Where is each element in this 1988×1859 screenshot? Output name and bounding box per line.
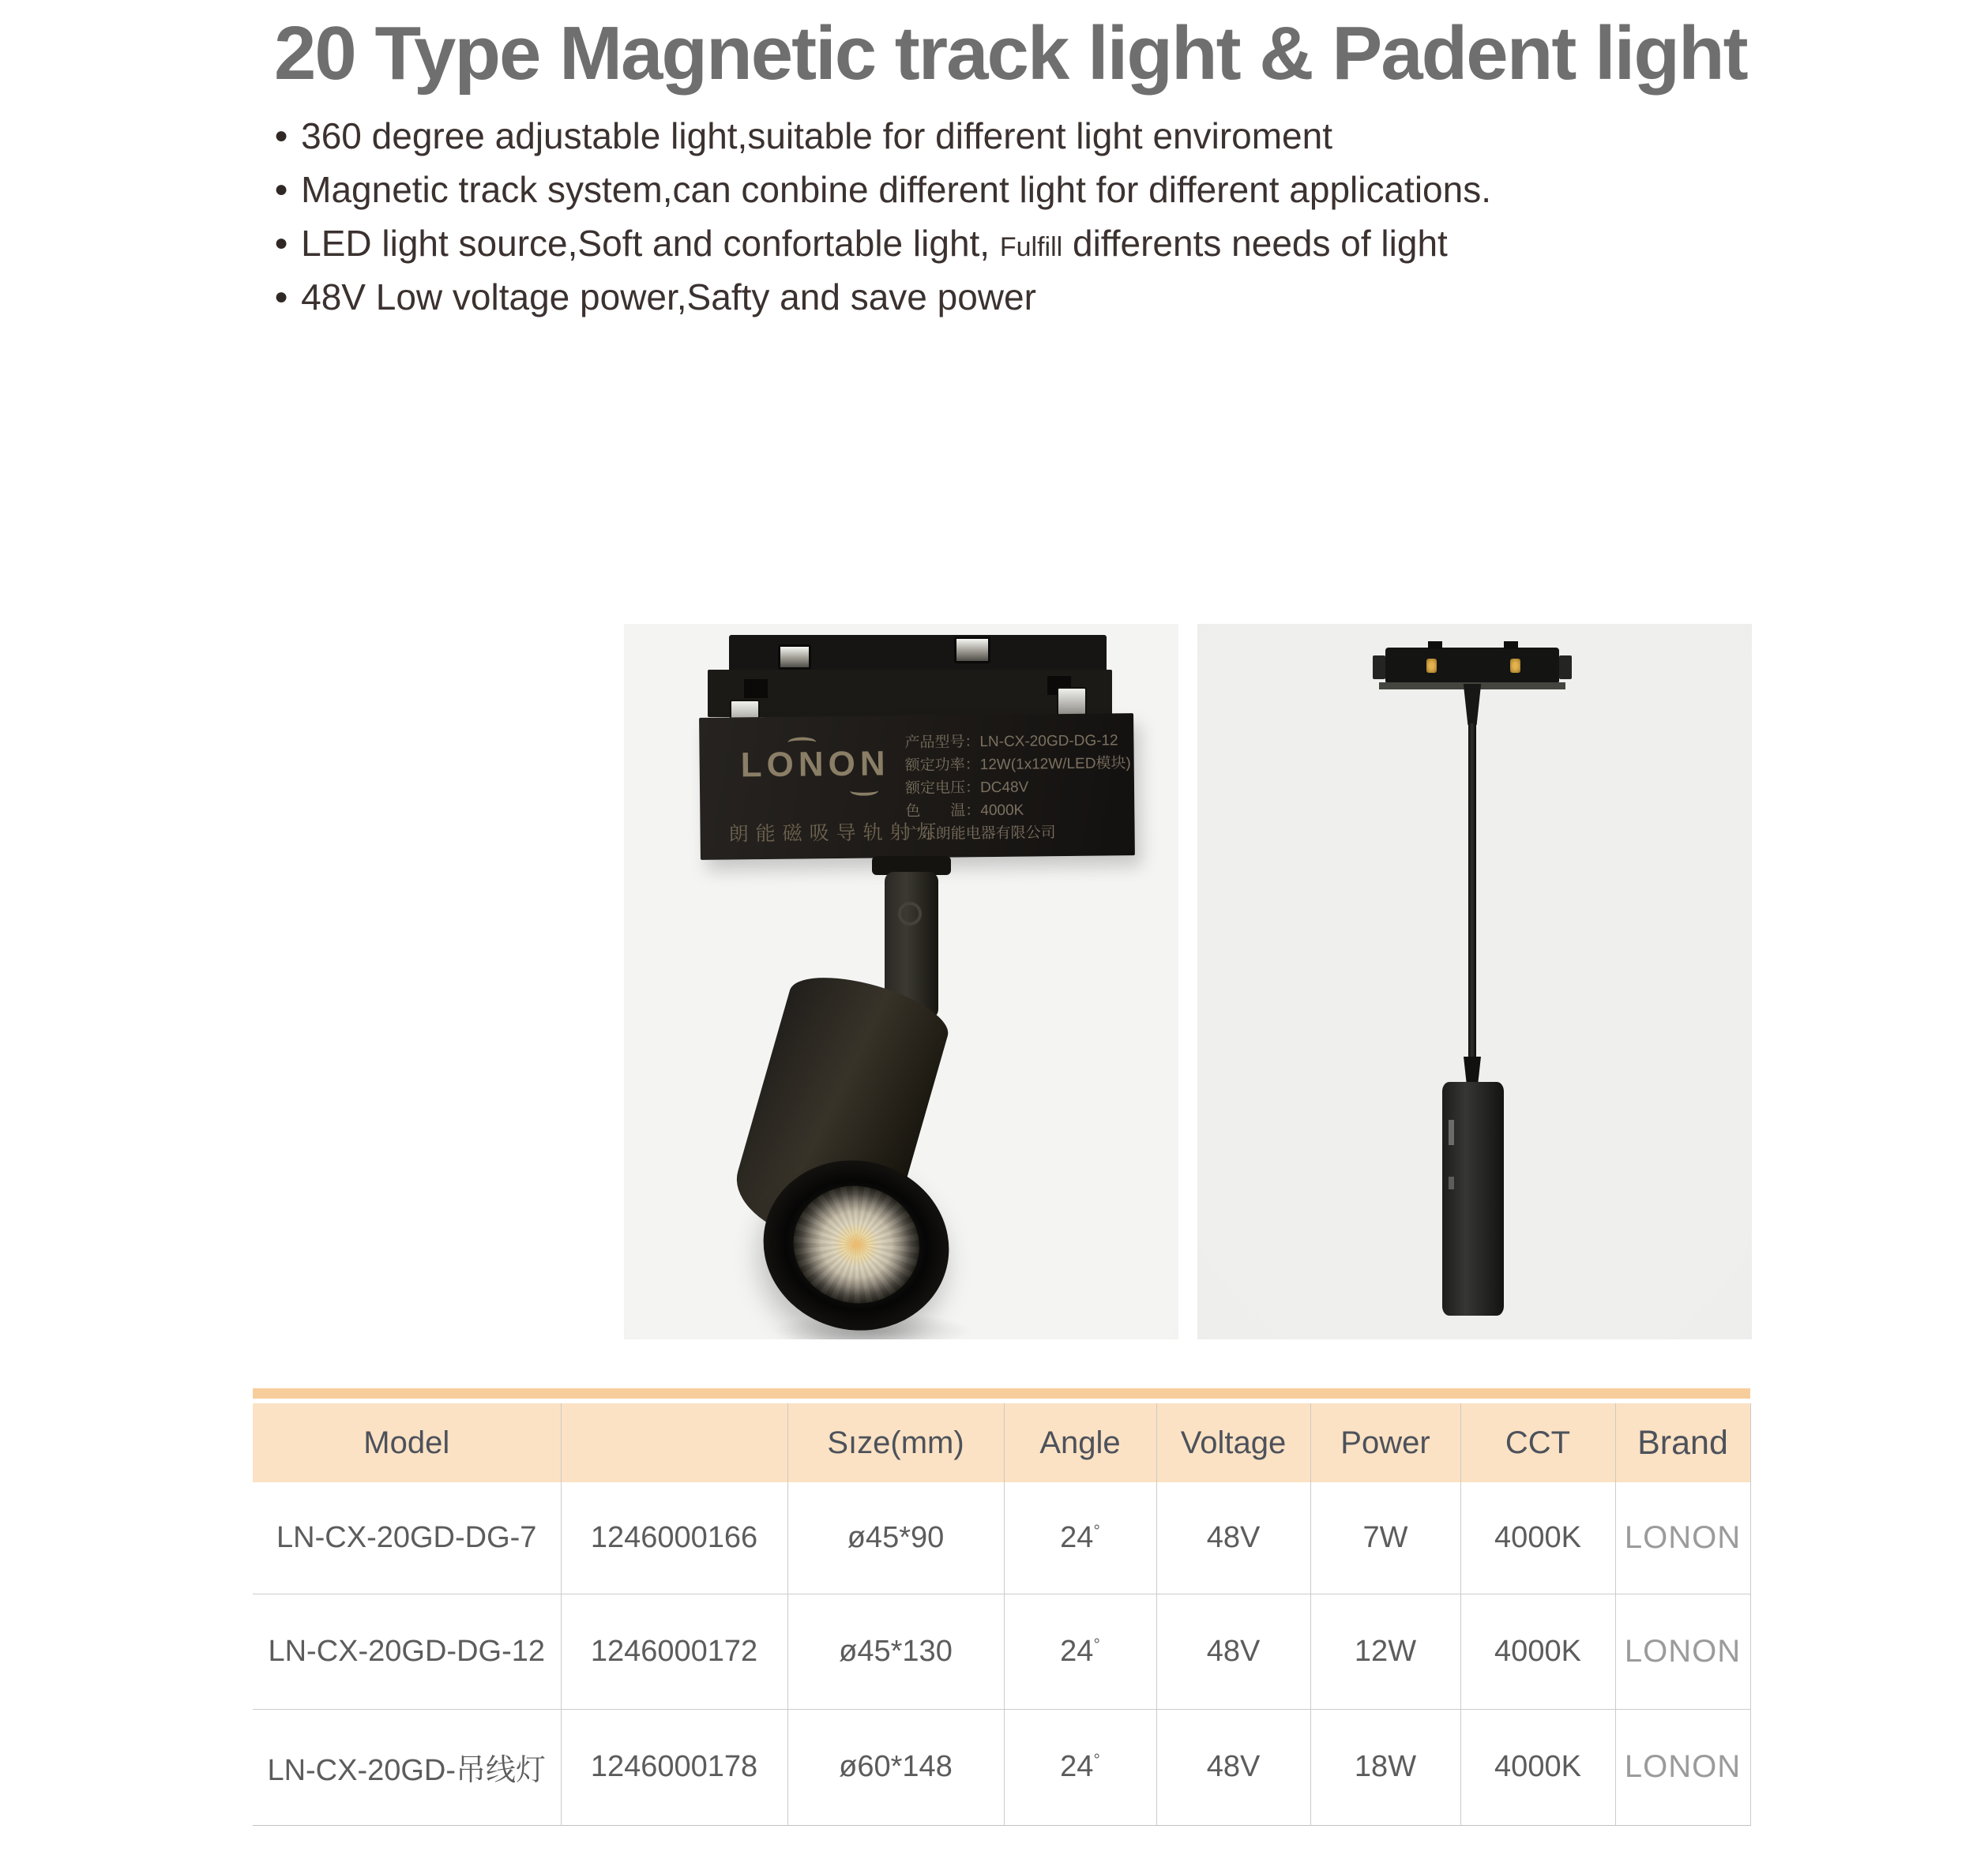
feature-item <box>274 270 1491 324</box>
feature-text: LED light source,Soft and confortable light, <box>301 223 1000 264</box>
feature-item <box>274 163 1491 216</box>
table-row <box>253 1482 1750 1594</box>
bullet-icon: ● <box>274 229 289 256</box>
bullet-icon: ● <box>274 283 289 310</box>
pendant-track-adapter <box>1385 648 1559 684</box>
feature-text: differents needs of light <box>1062 223 1448 264</box>
degree-symbol: ° <box>1093 1751 1100 1770</box>
feature-text-small: Fulfill <box>999 232 1063 262</box>
logo-subtitle: 朗能磁吸导轨射灯 <box>728 821 944 846</box>
label-spec-line: 额定电压：DC48V <box>904 779 1029 798</box>
cord-grip-cone <box>1461 684 1483 725</box>
stem-screw-detail <box>898 902 922 926</box>
cell-angle <box>1004 1482 1156 1594</box>
cell-code: 1246000172 <box>561 1594 787 1709</box>
adapter-end-cap <box>1373 655 1385 679</box>
col-header-code <box>561 1403 787 1482</box>
track-contact-slot <box>778 644 811 670</box>
gold-contact <box>1426 659 1437 673</box>
col-header-brand: Brand <box>1615 1403 1750 1482</box>
cell-model: LN-CX-20GD-DG-12 <box>253 1594 561 1709</box>
feature-text: 360 degree adjustable light,suitable for different light enviroment <box>301 115 1333 156</box>
col-header-cct: CCT <box>1460 1403 1615 1482</box>
feature-item <box>274 216 1491 270</box>
cell-cct: 4000K <box>1460 1482 1615 1594</box>
spotlight-reflector <box>781 1173 932 1316</box>
table-row <box>253 1709 1750 1825</box>
cell-cct: 4000K <box>1460 1709 1615 1825</box>
drop-shadow <box>772 1313 971 1339</box>
track-light-photo <box>624 624 1178 1339</box>
degree-symbol: ° <box>1093 1635 1100 1654</box>
header-row <box>253 1403 1750 1482</box>
spring-clip <box>1057 687 1087 717</box>
label-spec-line: 色 温：4000K <box>905 802 1024 821</box>
page-title: 20 Type Magnetic track light & Padent light <box>274 11 1747 96</box>
col-header-power: Power <box>1310 1403 1460 1482</box>
cylinder-label-mark <box>1449 1120 1454 1145</box>
cell-voltage: 48V <box>1156 1709 1310 1825</box>
cell-voltage: 48V <box>1156 1482 1310 1594</box>
cell-brand: LONON <box>1615 1594 1750 1709</box>
bullet-icon: ● <box>274 122 289 148</box>
logo-arc-icon <box>850 786 878 796</box>
cell-model: LN-CX-20GD-吊线灯 <box>253 1709 561 1825</box>
cell-size: ø60*148 <box>787 1709 1004 1825</box>
cylinder-label-mark <box>1449 1177 1454 1189</box>
product-label-plate <box>699 713 1135 860</box>
label-spec-line: 产品型号：LN-CX-20GD-DG-12 <box>904 732 1118 752</box>
pendant-rod <box>1468 723 1476 1058</box>
cell-angle <box>1004 1709 1156 1825</box>
lonon-logo: LONON <box>740 744 890 785</box>
cell-code: 1246000166 <box>561 1482 787 1594</box>
angle-value: 24 <box>1060 1520 1094 1554</box>
rod-connector <box>1464 1057 1481 1085</box>
angle-value: 24 <box>1060 1750 1094 1783</box>
adapter-notch <box>744 679 768 698</box>
cell-power: 7W <box>1310 1482 1460 1594</box>
logo-arc-icon <box>787 737 816 747</box>
feature-text: 48V Low voltage power,Safty and save power <box>301 276 1036 317</box>
adapter-end-cap <box>1559 655 1572 679</box>
adapter-tab <box>1504 641 1518 649</box>
pendant-cylinder <box>1442 1082 1504 1316</box>
cell-size: ø45*90 <box>787 1482 1004 1594</box>
cell-power: 18W <box>1310 1709 1460 1825</box>
adapter-tab <box>1428 641 1442 649</box>
cell-cct: 4000K <box>1460 1594 1615 1709</box>
col-header-size: Sıze(mm) <box>787 1403 1004 1482</box>
label-spec-lines <box>904 729 1132 846</box>
cell-voltage: 48V <box>1156 1594 1310 1709</box>
gold-contact <box>1510 659 1520 673</box>
label-spec-line: 广东朗能电器有限公司 <box>905 824 1056 843</box>
feature-item <box>274 109 1491 163</box>
track-contact-slot <box>954 637 990 663</box>
table-row <box>253 1594 1750 1709</box>
col-header-voltage: Voltage <box>1156 1403 1310 1482</box>
cell-size: ø45*130 <box>787 1594 1004 1709</box>
col-header-angle: Angle <box>1004 1403 1156 1482</box>
cell-brand: LONON <box>1615 1709 1750 1825</box>
degree-symbol: ° <box>1093 1522 1100 1541</box>
bullet-icon: ● <box>274 175 289 202</box>
cell-power: 12W <box>1310 1594 1460 1709</box>
col-header-model: Model <box>253 1403 561 1482</box>
cell-model: LN-CX-20GD-DG-7 <box>253 1482 561 1594</box>
pendant-light-photo <box>1197 624 1752 1339</box>
cell-code: 1246000178 <box>561 1709 787 1825</box>
feature-text: Magnetic track system,can conbine different light for different applications. <box>301 169 1492 210</box>
cell-angle <box>1004 1594 1156 1709</box>
spec-table-section <box>253 1388 1750 1826</box>
label-spec-line: 额定功率：12W(1x12W/LED模块) <box>904 755 1131 775</box>
spec-table <box>253 1403 1751 1826</box>
cell-brand: LONON <box>1615 1482 1750 1594</box>
angle-value: 24 <box>1060 1634 1094 1668</box>
accent-strip <box>253 1388 1750 1399</box>
feature-list <box>274 109 1491 324</box>
